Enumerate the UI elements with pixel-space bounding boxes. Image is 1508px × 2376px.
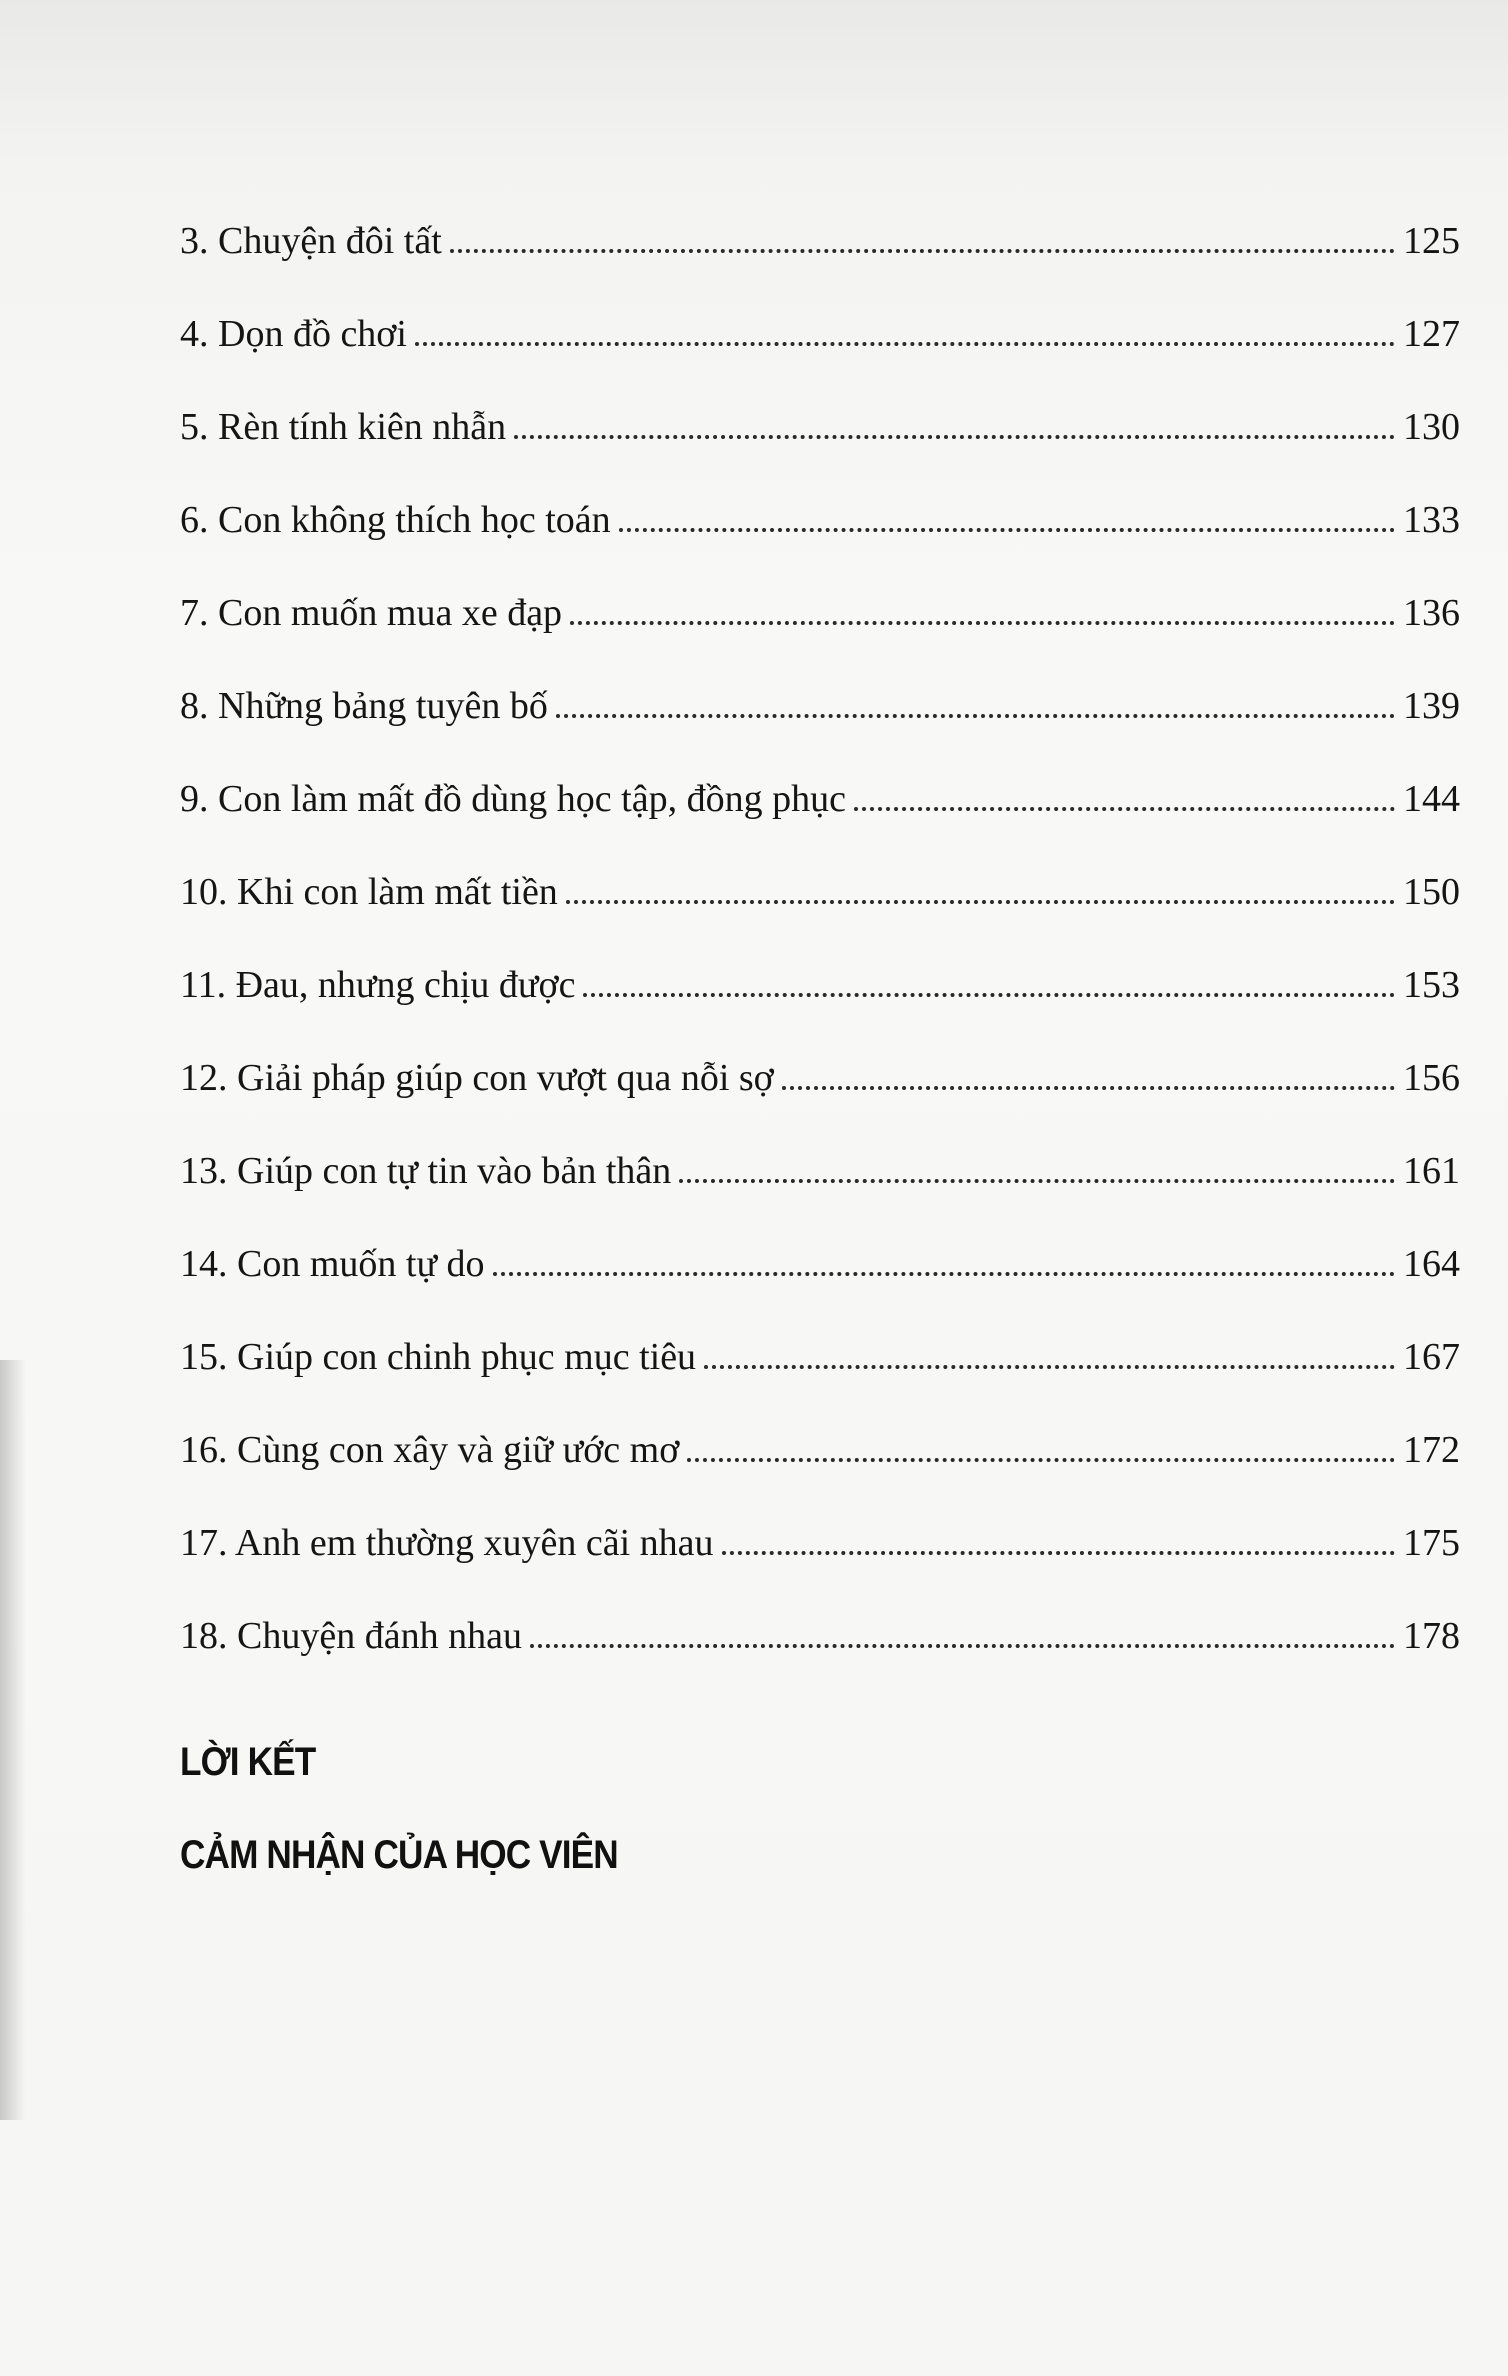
toc-entry[interactable]	[180, 748, 1460, 818]
toc-entry[interactable]	[180, 469, 1460, 539]
toc-entry-title: 4. Dọn đồ chơi	[180, 313, 407, 355]
toc-entry[interactable]	[180, 841, 1460, 911]
toc-page-number: 167	[1403, 1336, 1460, 1378]
toc-entry[interactable]	[180, 1027, 1460, 1097]
toc-dot-leader	[570, 621, 1395, 625]
toc-entry-title: 13. Giúp con tự tin vào bản thân	[180, 1150, 672, 1192]
toc-entry[interactable]	[180, 1306, 1460, 1376]
toc-entry[interactable]	[180, 1213, 1460, 1283]
toc-entry[interactable]	[180, 190, 1460, 260]
toc-page-number: 161	[1403, 1150, 1460, 1192]
toc-dot-leader	[722, 1551, 1395, 1555]
toc-page-number: 125	[1403, 220, 1460, 262]
toc-entry[interactable]	[180, 934, 1460, 1004]
toc-entry-title: 8. Những bảng tuyên bố	[180, 685, 548, 727]
toc-entry-title: 14. Con muốn tự do	[180, 1243, 485, 1285]
toc-entry-title: 16. Cùng con xây và giữ ước mơ	[180, 1429, 680, 1471]
toc-entry[interactable]	[180, 655, 1460, 725]
toc-page-number: 172	[1403, 1429, 1460, 1471]
toc-dot-leader	[530, 1644, 1395, 1648]
toc-page-number: 164	[1403, 1243, 1460, 1285]
toc-dot-leader	[782, 1086, 1395, 1090]
toc-entry[interactable]	[180, 1399, 1460, 1469]
toc-dot-leader	[679, 1179, 1395, 1183]
toc-page-number: 156	[1403, 1057, 1460, 1099]
toc-entry[interactable]	[180, 376, 1460, 446]
toc-page-number: 150	[1403, 871, 1460, 913]
toc-dot-leader	[619, 528, 1395, 532]
toc-entry-title: 15. Giúp con chinh phục mục tiêu	[180, 1336, 697, 1378]
toc-page-number: 127	[1403, 313, 1460, 355]
toc-page-number: 144	[1403, 778, 1460, 820]
toc-entry[interactable]	[180, 1120, 1460, 1190]
toc-entry[interactable]	[180, 283, 1460, 353]
toc-entry-title: 10. Khi con làm mất tiền	[180, 871, 558, 913]
toc-dot-leader	[556, 714, 1395, 718]
toc-entry-title: 5. Rèn tính kiên nhẫn	[180, 406, 507, 448]
toc-page-number: 136	[1403, 592, 1460, 634]
toc-entry[interactable]	[180, 1585, 1460, 1655]
section-heading-cam-nhan[interactable]: CẢM NHẬN CỦA HỌC VIÊN	[180, 1833, 618, 1877]
section-heading-loi-ket[interactable]: LỜI KẾT	[180, 1740, 316, 1784]
toc-page-number: 175	[1403, 1522, 1460, 1564]
toc-dot-leader	[514, 435, 1395, 439]
toc-dot-leader	[854, 807, 1395, 811]
toc-entry-title: 18. Chuyện đánh nhau	[180, 1615, 522, 1657]
toc-dot-leader	[566, 900, 1395, 904]
toc-entry-title: 17. Anh em thường xuyên cãi nhau	[180, 1522, 714, 1564]
toc-entry-title: 3. Chuyện đôi tất	[180, 220, 442, 262]
toc-dot-leader	[583, 993, 1395, 997]
toc-entry-title: 11. Đau, nhưng chịu được	[180, 964, 576, 1006]
toc-entry-title: 9. Con làm mất đồ dùng học tập, đồng phục	[180, 778, 846, 820]
toc-page-number: 130	[1403, 406, 1460, 448]
toc-dot-leader	[704, 1365, 1395, 1369]
toc-entry-title: 12. Giải pháp giúp con vượt qua nỗi sợ	[180, 1057, 774, 1099]
toc-dot-leader	[687, 1458, 1395, 1462]
toc-dot-leader	[450, 249, 1395, 253]
toc-entry[interactable]	[180, 562, 1460, 632]
toc-entry[interactable]	[180, 1492, 1460, 1562]
toc-entry-title: 7. Con muốn mua xe đạp	[180, 592, 563, 634]
toc-entry-title: 6. Con không thích học toán	[180, 499, 611, 541]
toc-dot-leader	[415, 342, 1395, 346]
toc-page-number: 153	[1403, 964, 1460, 1006]
toc-page-number: 178	[1403, 1615, 1460, 1657]
toc-page-number: 139	[1403, 685, 1460, 727]
toc-page-number: 133	[1403, 499, 1460, 541]
toc-dot-leader	[493, 1272, 1395, 1276]
